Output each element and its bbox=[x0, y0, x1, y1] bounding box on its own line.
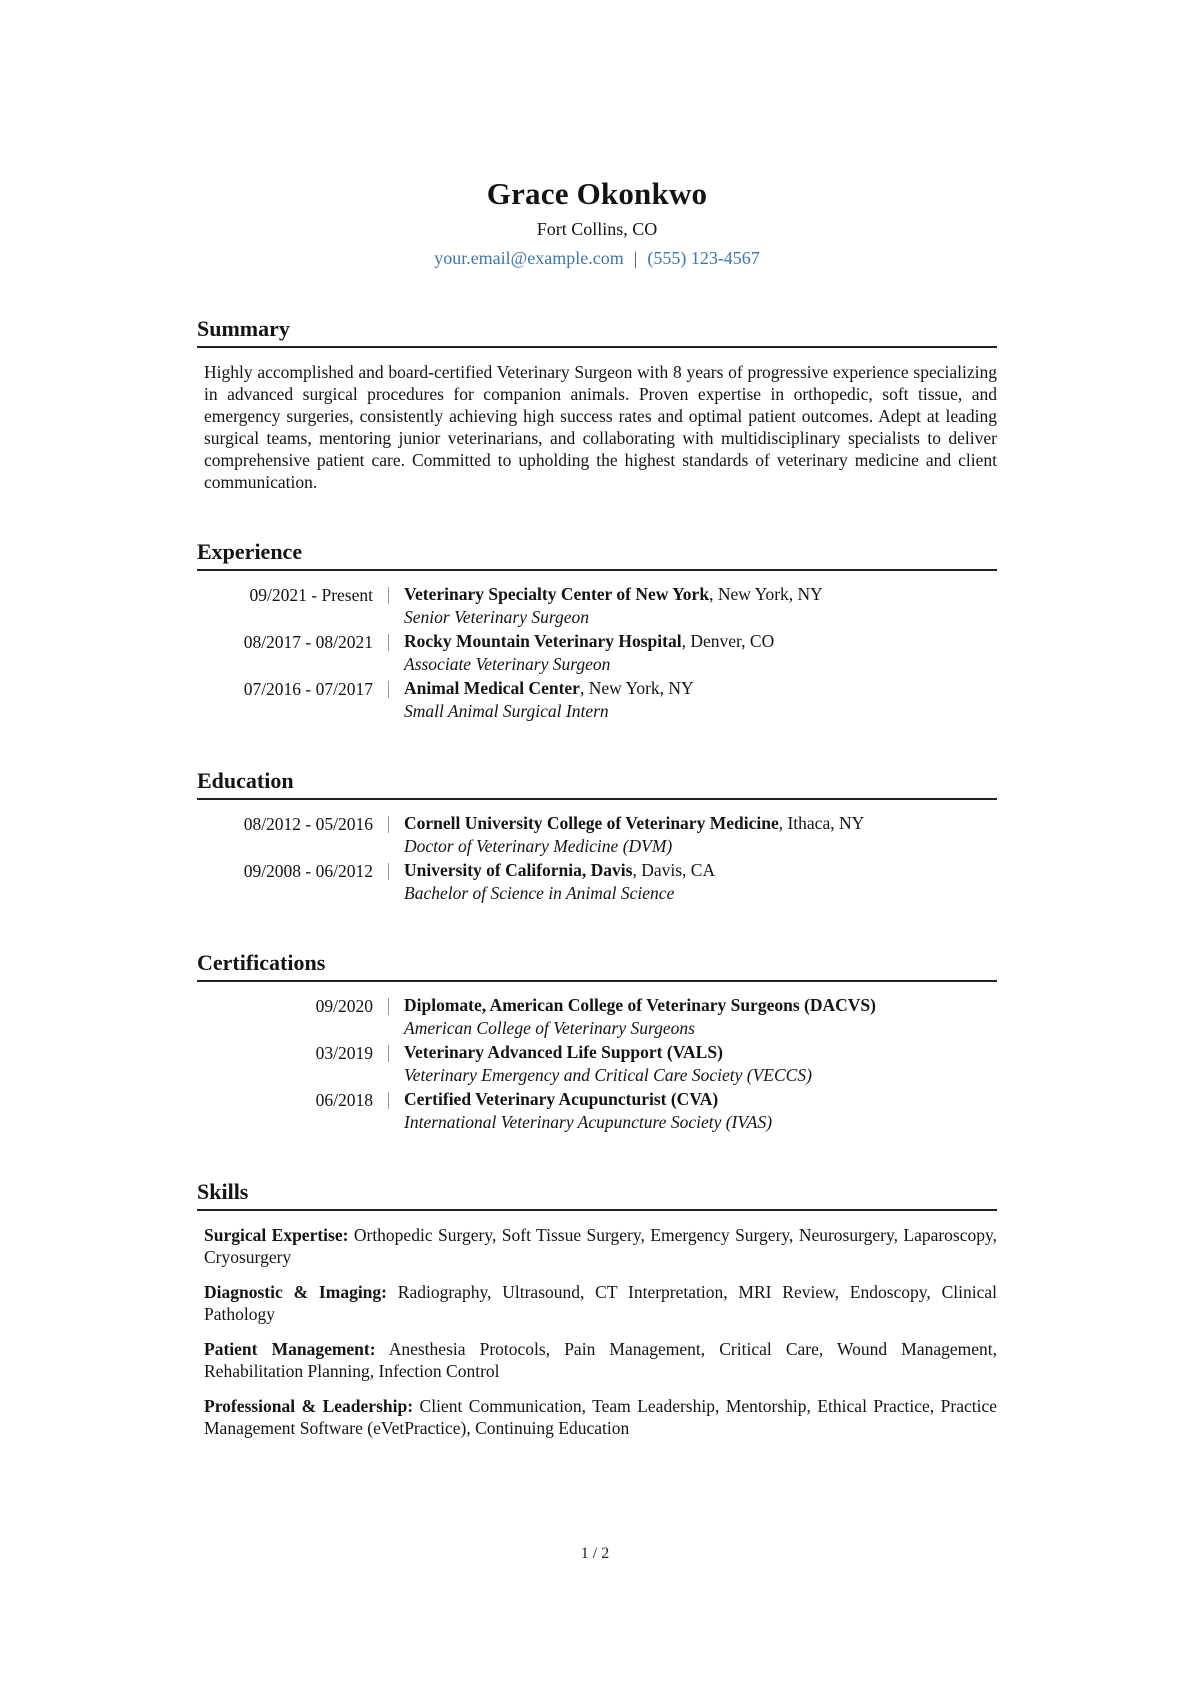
timeline-bar bbox=[373, 584, 404, 628]
timeline-bar bbox=[373, 631, 404, 675]
certification-entry bbox=[404, 1089, 997, 1133]
experience-role: Senior Veterinary Surgeon bbox=[404, 607, 590, 627]
resume-content bbox=[197, 0, 997, 1452]
skill-list: Client Communication, Team Leadership, Mentorship, Ethical Practice, Practice Management Software (eVetPractice), Continuing Education bbox=[204, 1396, 997, 1438]
section-experience bbox=[197, 539, 997, 722]
timeline-bar bbox=[373, 995, 404, 1039]
experience-dates: 09/2021 - Present bbox=[249, 585, 373, 605]
timeline-bar bbox=[373, 813, 404, 857]
timeline-bar bbox=[373, 1042, 404, 1086]
experience-dates: 08/2017 - 08/2021 bbox=[243, 632, 373, 652]
education-degree: Doctor of Veterinary Medicine (DVM) bbox=[404, 836, 673, 856]
section-certifications bbox=[197, 950, 997, 1133]
header bbox=[197, 176, 997, 270]
skill-group bbox=[197, 1281, 997, 1325]
certification-entry bbox=[404, 995, 997, 1039]
email-link[interactable]: your.email@example.com bbox=[434, 248, 624, 268]
summary-title: Summary bbox=[197, 316, 997, 348]
education-school-location: , Ithaca, NY bbox=[778, 813, 865, 833]
experience-row bbox=[197, 631, 997, 675]
experience-org: Rocky Mountain Veterinary Hospital bbox=[404, 631, 682, 651]
skill-list: Radiography, Ultrasound, CT Interpretation, MRI Review, Endoscopy, Clinical Pathology bbox=[204, 1282, 997, 1324]
certification-date: 03/2019 bbox=[315, 1043, 373, 1063]
experience-org-location: , Denver, CO bbox=[681, 631, 775, 651]
certification-issuer: International Veterinary Acupuncture Society (IVAS) bbox=[404, 1112, 773, 1132]
education-entry bbox=[404, 813, 997, 857]
certification-row bbox=[197, 1089, 997, 1133]
person-name: Grace Okonkwo bbox=[486, 176, 708, 211]
education-title: Education bbox=[197, 768, 997, 800]
certifications-title: Certifications bbox=[197, 950, 997, 982]
timeline-bar bbox=[373, 860, 404, 904]
skill-category: Surgical Expertise: bbox=[204, 1225, 349, 1245]
education-degree: Bachelor of Science in Animal Science bbox=[404, 883, 675, 903]
education-dates: 08/2012 - 05/2016 bbox=[243, 814, 373, 834]
certification-entry bbox=[404, 1042, 997, 1086]
experience-org-location: , New York, NY bbox=[579, 678, 694, 698]
skill-group bbox=[197, 1224, 997, 1268]
timeline-bar bbox=[373, 678, 404, 722]
experience-org: Animal Medical Center bbox=[404, 678, 580, 698]
education-dates: 09/2008 - 06/2012 bbox=[243, 861, 373, 881]
section-summary bbox=[197, 316, 997, 493]
education-row bbox=[197, 860, 997, 904]
summary-text: Highly accomplished and board-certified Veterinary Surgeon with 8 years of progressive experience specializing in advanced surgical procedures for companion animals. Proven expertise in orthopedic, soft tissue, and emergency surgeries, consistently achieving high success rates and optimal patient outcomes. Adept at leading surgical teams, mentoring junior veterinarians, and collaborating with multidisciplinary specialists to deliver comprehensive patient care. Committed to upholding the highest standards of veterinary medicine and client communication. bbox=[204, 362, 997, 492]
certification-issuer: American College of Veterinary Surgeons bbox=[404, 1018, 695, 1038]
education-school: University of California, Davis bbox=[404, 860, 633, 880]
skills-title: Skills bbox=[197, 1179, 997, 1211]
experience-dates: 07/2016 - 07/2017 bbox=[243, 679, 373, 699]
skill-category: Professional & Leadership: bbox=[204, 1396, 414, 1416]
certification-date: 09/2020 bbox=[315, 996, 373, 1016]
certification-date: 06/2018 bbox=[315, 1090, 373, 1110]
phone-link[interactable]: (555) 123-4567 bbox=[647, 248, 760, 268]
certification-name: Certified Veterinary Acupuncturist (CVA) bbox=[404, 1089, 719, 1109]
experience-title: Experience bbox=[197, 539, 997, 571]
experience-entry bbox=[404, 631, 997, 675]
skill-category: Patient Management: bbox=[204, 1339, 376, 1359]
certification-row bbox=[197, 995, 997, 1039]
education-entry bbox=[404, 860, 997, 904]
section-education bbox=[197, 768, 997, 904]
skill-category: Diagnostic & Imaging: bbox=[204, 1282, 387, 1302]
experience-entry bbox=[404, 678, 997, 722]
skill-list: Anesthesia Protocols, Pain Management, Critical Care, Wound Management, Rehabilitation Planning, Infection Control bbox=[204, 1339, 997, 1381]
certification-name: Veterinary Advanced Life Support (VALS) bbox=[404, 1042, 723, 1062]
education-school-location: , Davis, CA bbox=[632, 860, 716, 880]
contact-separator: | bbox=[633, 248, 638, 268]
experience-org: Veterinary Specialty Center of New York bbox=[404, 584, 710, 604]
skill-group bbox=[197, 1395, 997, 1439]
contact-line bbox=[197, 246, 997, 270]
certification-row bbox=[197, 1042, 997, 1086]
certification-issuer: Veterinary Emergency and Critical Care Society (VECCS) bbox=[404, 1065, 812, 1085]
skill-list: Orthopedic Surgery, Soft Tissue Surgery, Emergency Surgery, Neurosurgery, Laparoscopy, Cryosurgery bbox=[204, 1225, 997, 1267]
section-skills bbox=[197, 1179, 997, 1439]
person-location: Fort Collins, CO bbox=[536, 219, 658, 239]
experience-row bbox=[197, 678, 997, 722]
education-school: Cornell University College of Veterinary Medicine bbox=[404, 813, 779, 833]
experience-row bbox=[197, 584, 997, 628]
skill-group bbox=[197, 1338, 997, 1382]
experience-role: Associate Veterinary Surgeon bbox=[404, 654, 611, 674]
experience-org-location: , New York, NY bbox=[709, 584, 823, 604]
page-number: 1 / 2 bbox=[580, 1545, 610, 1562]
experience-role: Small Animal Surgical Intern bbox=[404, 701, 609, 721]
education-row bbox=[197, 813, 997, 857]
timeline-bar bbox=[373, 1089, 404, 1133]
experience-entry bbox=[404, 584, 997, 628]
certification-name: Diplomate, American College of Veterinary Surgeons (DACVS) bbox=[404, 995, 876, 1015]
